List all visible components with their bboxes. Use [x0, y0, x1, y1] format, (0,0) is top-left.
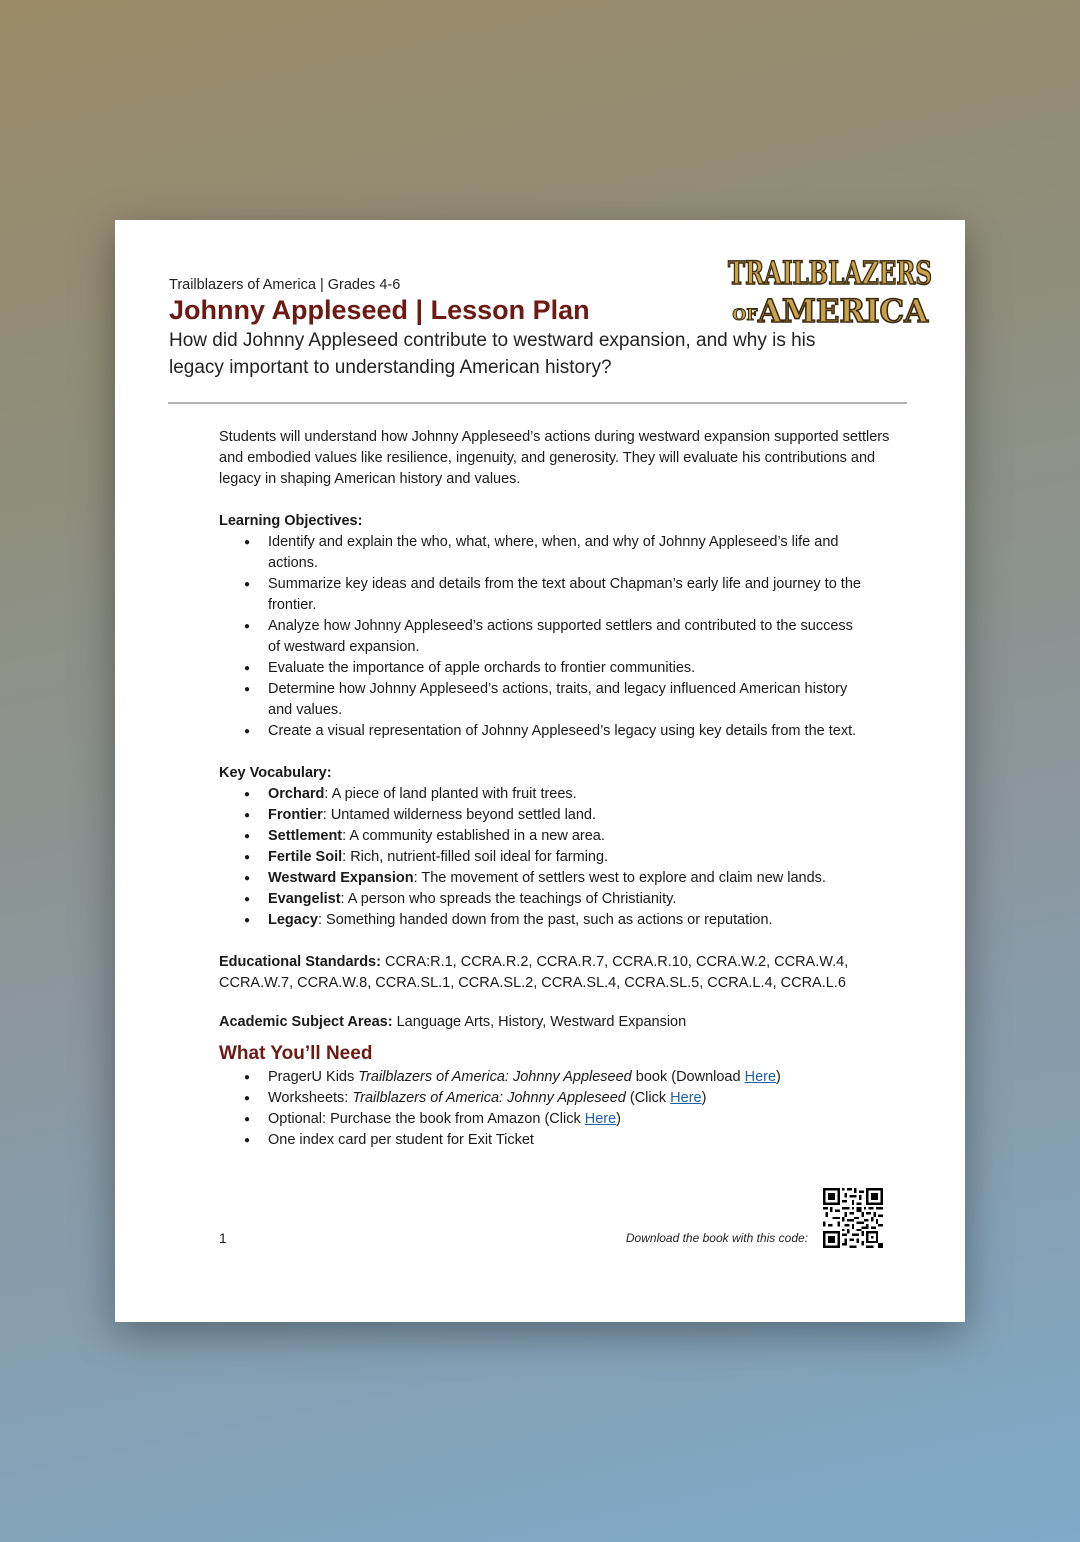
- qr-caption: Download the book with this code:: [625, 1231, 808, 1245]
- vocab-term: Frontier: [268, 807, 323, 823]
- vocab-item: [219, 910, 909, 931]
- vocab-item: [219, 889, 909, 910]
- vocab-definition: : A person who spreads the teachings of Christianity.: [340, 891, 677, 907]
- logo-line2: AMERICA: [757, 292, 930, 330]
- item-text: book (Download: [631, 1069, 745, 1085]
- series-label: Trailblazers of America | Grades 4-6: [169, 277, 401, 293]
- objectives-label: Learning Objectives:: [219, 513, 363, 529]
- vocab-item: [219, 784, 909, 805]
- list-item: [219, 1109, 909, 1130]
- logo-of: OF: [732, 305, 758, 324]
- vocab-definition: : Rich, nutrient-filled soil ideal for farming.: [342, 849, 609, 865]
- vocab-definition: : Something handed down from the past, such as actions or reputation.: [317, 912, 773, 928]
- item-text: Optional: Purchase the book from Amazon (Click: [268, 1111, 585, 1127]
- vocabulary-label: Key Vocabulary:: [219, 765, 332, 781]
- vocab-definition: : A piece of land planted with fruit trees.: [324, 786, 577, 802]
- objectives-list: [219, 532, 909, 742]
- download-book-link[interactable]: Here: [744, 1069, 777, 1085]
- intro-paragraph: Students will understand how Johnny Appleseed’s actions during westward expansion supported settlers and embodied values like resilience, ingenuity, and generosity. They will evaluate his contributions and legacy in shaping American history and values.: [219, 429, 890, 487]
- list-item: [219, 1088, 909, 1109]
- subjects-text: Language Arts, History, Westward Expansion: [392, 1014, 687, 1030]
- item-text: Worksheets:: [268, 1090, 353, 1106]
- standards-paragraph: [219, 952, 909, 994]
- vocab-item: [219, 826, 909, 847]
- list-item: ● One index card per student for Exit Ticket: [219, 1130, 909, 1151]
- amazon-link[interactable]: Here: [584, 1111, 617, 1127]
- standards-label: Educational Standards:: [219, 954, 381, 970]
- worksheets-link[interactable]: Here: [670, 1090, 702, 1106]
- needs-list: [219, 1067, 909, 1151]
- vocabulary-list: [219, 784, 909, 931]
- item-text: ): [776, 1069, 781, 1085]
- list-item: [219, 1067, 909, 1088]
- item-text: ): [701, 1090, 707, 1106]
- list-item: ● Summarize key ideas and details from the text about Chapman’s early life and journey to the frontier.: [219, 574, 909, 616]
- needs-heading: What You’ll Need: [219, 1043, 373, 1064]
- vocab-term: Settlement: [268, 828, 343, 844]
- lesson-body: [219, 427, 909, 1151]
- book-title: Trailblazers of America: Johnny Appleseed: [358, 1069, 632, 1085]
- trailblazers-logo: [725, 250, 935, 330]
- essential-question: How did Johnny Appleseed contribute to westward expansion, and why is his legacy important to understanding American history?: [169, 330, 816, 378]
- item-text: (Click: [625, 1090, 671, 1106]
- vocab-definition: : A community established in a new area.: [342, 828, 605, 844]
- vocab-term: Westward Expansion: [268, 870, 414, 886]
- standards-text: CCRA:R.1, CCRA.R.2, CCRA.R.7, CCRA.R.10, CCRA.W.2, CCRA.W.4, CCRA.W.7, CCRA.W.8, CCRA.SL.1, CCRA.SL.2, CCRA.SL.4, CCRA.SL.5, CCRA.L.4, CCRA.L.6: [219, 954, 849, 991]
- qr-code-icon[interactable]: [823, 1188, 883, 1248]
- subjects-label: Academic Subject Areas:: [219, 1014, 393, 1030]
- list-item: ● Analyze how Johnny Appleseed’s actions supported settlers and contributed to the success of westward expansion.: [219, 616, 909, 658]
- logo-line1: TRAILBLAZERS: [728, 254, 932, 292]
- item-text: PragerU Kids: [268, 1069, 359, 1085]
- page-title: Johnny Appleseed | Lesson Plan: [169, 295, 590, 325]
- vocab-item: [219, 868, 909, 889]
- subjects-paragraph: [219, 1012, 909, 1033]
- lesson-plan-page: [115, 220, 965, 1322]
- list-item: ● Determine how Johnny Appleseed’s actions, traits, and legacy influenced American history and values.: [219, 679, 909, 721]
- vocab-term: Legacy: [268, 912, 318, 928]
- page-number: 1: [219, 1230, 227, 1246]
- vocab-item: [219, 805, 909, 826]
- item-text: ): [616, 1111, 622, 1127]
- vocab-term: Orchard: [268, 786, 325, 802]
- vocab-term: Fertile Soil: [268, 849, 343, 865]
- list-item: ● Identify and explain the who, what, where, when, and why of Johnny Appleseed’s life and actions.: [219, 532, 909, 574]
- vocab-definition: : The movement of settlers west to explore and claim new lands.: [413, 870, 826, 886]
- header-divider: [168, 402, 907, 404]
- worksheet-title: Trailblazers of America: Johnny Appleseed: [352, 1090, 626, 1106]
- vocab-definition: : Untamed wilderness beyond settled land.: [322, 807, 597, 823]
- vocab-item: [219, 847, 909, 868]
- vocab-term: Evangelist: [268, 891, 341, 907]
- list-item: ● Evaluate the importance of apple orchards to frontier communities.: [219, 658, 909, 679]
- list-item: ● Create a visual representation of Johnny Appleseed’s legacy using key details from the text.: [219, 721, 909, 742]
